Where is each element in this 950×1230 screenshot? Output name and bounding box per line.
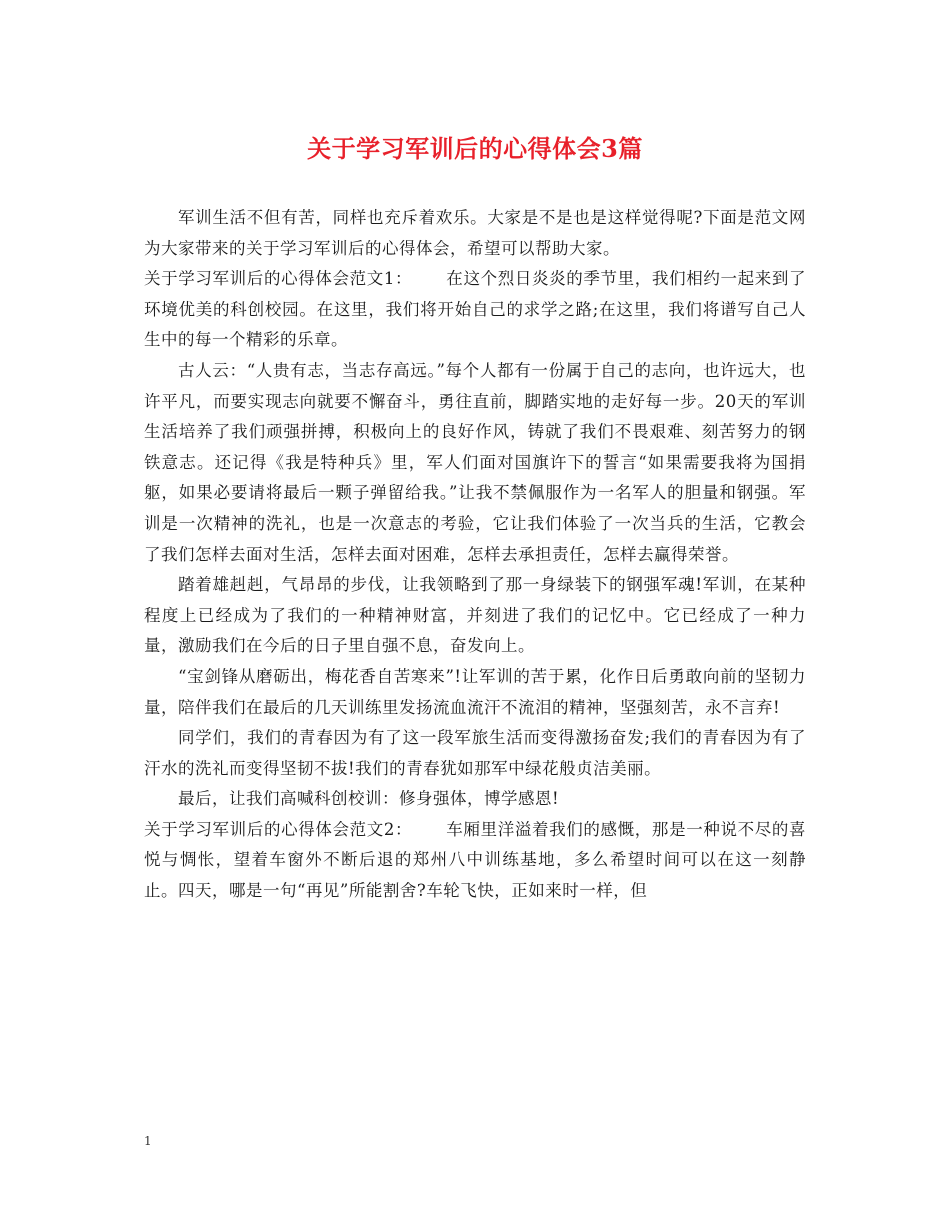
paragraph-text: 车厢里洋溢着我们的感慨，那是一种说不尽的喜悦与惆怅，望着车窗外不断后退的郑州八中训练基地，多么希望时间可以在这一刻静止。四天，哪是一句“再见”所能割舍?车轮飞快，正如来时一样，但 bbox=[144, 819, 807, 901]
paragraph-text: “宝剑锋从磨砺出，梅花香自苦寒来”!让军训的苦于累，化作日后勇敢向前的坚韧力量，陪伴我们在最后的几天训练里发扬流血流汗不流泪的精神，坚强刻苦，永不言弃! bbox=[144, 666, 806, 717]
essay-heading: 关于学习军训后的心得体会范文2： bbox=[144, 819, 413, 839]
paragraph-body bbox=[144, 784, 806, 815]
page-number: 1 bbox=[144, 1134, 152, 1148]
paragraph-essay-2-opening bbox=[144, 815, 806, 907]
paragraph-text: 踏着雄赳赳，气昂昂的步伐，让我领略到了那一身绿装下的钢强军魂!军训，在某种程度上已经成为了我们的一种精神财富，并刻进了我们的记忆中。它已经成了一种力量，激励我们在今后的日子里自强不息，奋发向上。 bbox=[144, 575, 806, 656]
paragraph-body bbox=[144, 570, 806, 662]
paragraph-body bbox=[144, 662, 806, 723]
paragraph-intro bbox=[144, 203, 806, 264]
paragraph-essay-1-opening bbox=[144, 264, 806, 356]
paragraph-body bbox=[144, 723, 806, 784]
paragraph-text: 同学们，我们的青春因为有了这一段军旅生活而变得激扬奋发;我们的青春因为有了汗水的洗礼而变得坚韧不拔!我们的青春犹如那军中绿花般贞洁美丽。 bbox=[144, 728, 806, 778]
paragraph-text: 在这个烈日炎炎的季节里，我们相约一起来到了环境优美的科创校园。在这里，我们将开始自己的求学之路;在这里，我们将谱写自己人生中的每一个精彩的乐章。 bbox=[144, 269, 807, 350]
document-body bbox=[144, 203, 806, 907]
document-title: 关于学习军训后的心得体会3篇 bbox=[307, 134, 643, 163]
essay-heading: 关于学习军训后的心得体会范文1： bbox=[144, 269, 413, 289]
paragraph-text: 军训生活不但有苦，同样也充斥着欢乐。大家是不是也是这样觉得呢?下面是范文网为大家带来的关于学习军训后的心得体会，希望可以帮助大家。 bbox=[144, 208, 806, 258]
paragraph-body bbox=[144, 356, 806, 570]
paragraph-text: 古人云：“人贵有志，当志存高远。”每个人都有一份属于自己的志向，也许远大，也许平凡，而要实现志向就要不懈奋斗，勇往直前，脚踏实地的走好每一步。20天的军训生活培养了我们顽强拼搏，积极向上的良好作风，铸就了我们不畏艰难、刻苦努力的钢铁意志。还记得《我是特种兵》里，军人们面对国旗许下的誓言“如果需要我将为国捐躯，如果必要请将最后一颗子弹留给我。”让我不禁佩服作为一名军人的胆量和钢强。军训是一次精神的洗礼，也是一次意志的考验，它让我们体验了一次当兵的生活，它教会了我们怎样去面对生活，怎样去面对困难，怎样去承担责任，怎样去赢得荣誉。 bbox=[144, 360, 806, 564]
paragraph-text: 最后，让我们高喊科创校训：修身强体，博学感恩! bbox=[178, 789, 560, 809]
